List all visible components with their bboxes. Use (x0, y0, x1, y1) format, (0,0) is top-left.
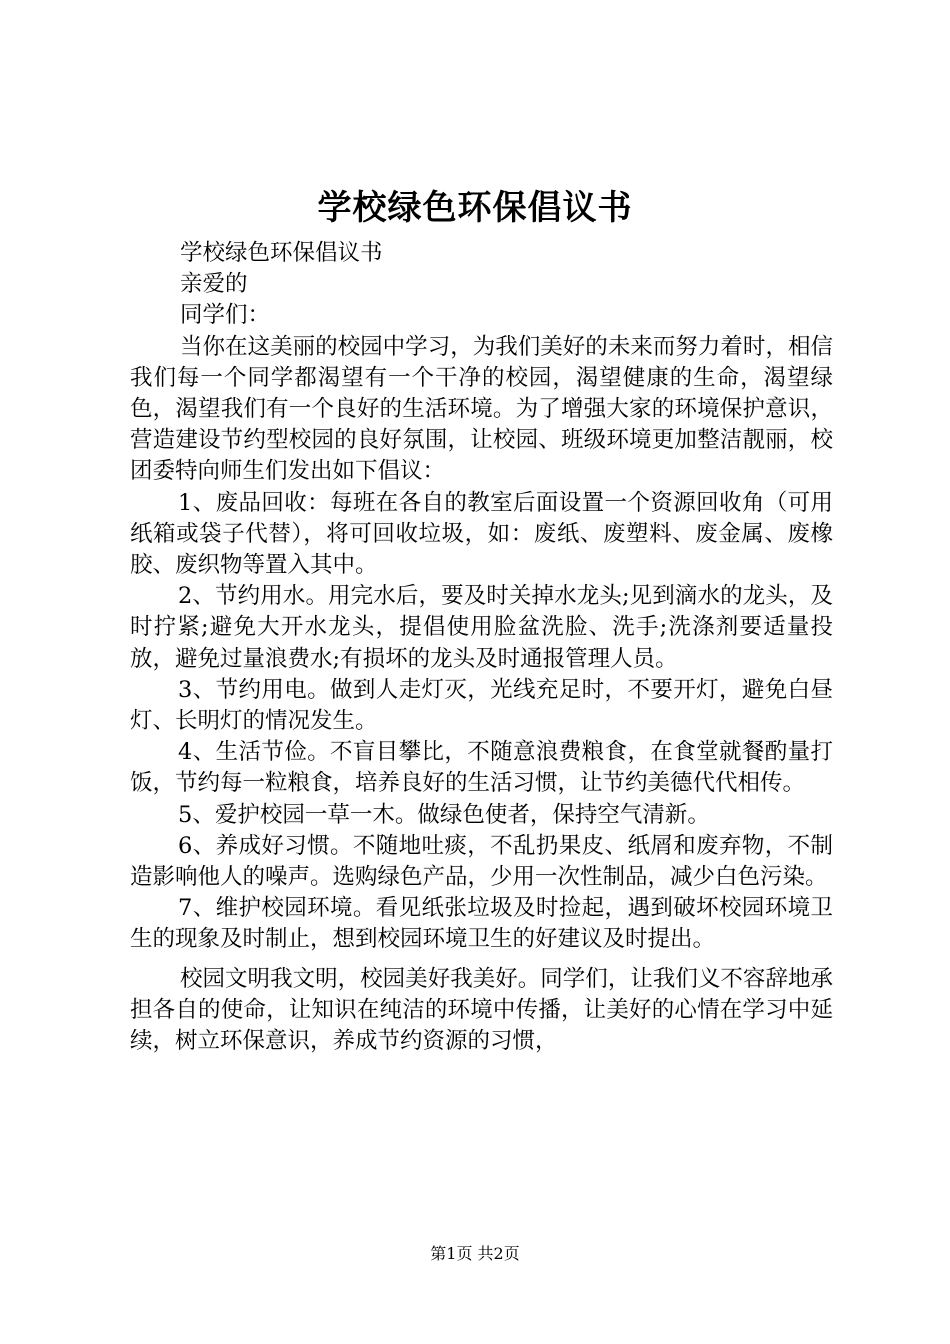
proposal-item-1: 1、废品回收：每班在各自的教室后面设置一个资源回收角（可用纸箱或袋子代替），将可回收垃圾，如：废纸、废塑料、废金属、废橡胶、废织物等置入其中。 (130, 489, 833, 579)
page-footer: 第1页 共2页 (430, 1244, 520, 1263)
proposal-item-3: 3、节约用电。做到人走灯灭，光线充足时，不要开灯，避免白昼灯、长明灯的情况发生。 (130, 676, 833, 735)
closing-paragraph: 校园文明我文明，校园美好我美好。同学们，让我们义不容辞地承担各自的使命，让知识在纯洁的环境中传播，让美好的心情在学习中延续，树立环保意识，养成节约资源的习惯， (130, 965, 833, 1055)
proposal-item-4: 4、生活节俭。不盲目攀比，不随意浪费粮食，在食堂就餐酌量打饭，节约每一粒粮食，培养良好的生活习惯，让节约美德代代相传。 (130, 739, 833, 797)
greeting-line-2: 同学们： (180, 302, 271, 329)
document-body (130, 238, 833, 1057)
proposal-item-7: 7、维护校园环境。看见纸张垃圾及时捡起，遇到破坏校园环境卫生的现象及时制止，想到校园环境卫生的好建议及时提出。 (130, 895, 833, 953)
proposal-item-6: 6、养成好习惯。不随地吐痰，不乱扔果皮、纸屑和废弃物，不制造影响他人的噪声。选购绿色产品，少用一次性制品，减少白色污染。 (130, 832, 833, 891)
greeting-line-1: 亲爱的 (180, 271, 248, 298)
subtitle-line: 学校绿色环保倡议书 (180, 240, 383, 266)
document-title: 学校绿色环保倡议书 (317, 188, 633, 228)
proposal-item-5: 5、爱护校园一草一木。做绿色使者，保持空气清新。 (178, 801, 710, 828)
proposal-item-2: 2、节约用水。用完水后，要及时关掉水龙头;见到滴水的龙头，及时拧紧;避免大开水龙头，提倡使用脸盆洗脸、洗手;洗涤剂要适量投放，避免过量浪费水;有损坏的龙头及时通报管理人员。 (130, 583, 833, 672)
intro-paragraph: 当你在这美丽的校园中学习，为我们美好的未来而努力着时，相信我们每一个同学都渴望有一个干净的校园，渴望健康的生命，渴望绿色，渴望我们有一个良好的生活环境。为了增强大家的环境保护意识，营造建设节约型校园的良好氛围，让校园、班级环境更加整洁靓丽，校团委特向师生们发出如下倡议： (130, 333, 833, 485)
